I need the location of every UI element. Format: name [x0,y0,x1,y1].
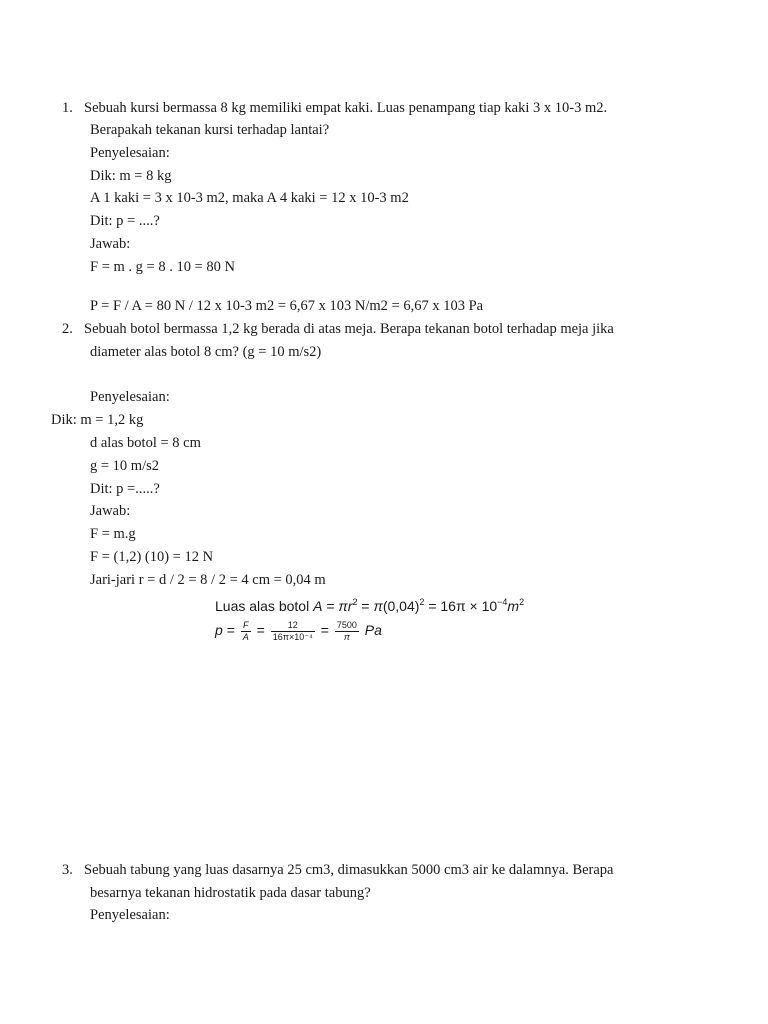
q1-question-line-1: Sebuah kursi bermassa 8 kg memiliki empat kaki. Luas penampang tiap kaki 3 x 10-3 m2. [84,100,608,116]
q1-number: 1. [62,100,73,116]
q2-known-diameter: d alas botol = 8 cm [90,435,201,451]
area-result: 16π × 10 [440,598,498,614]
q3-number: 3. [62,862,73,878]
area-r: r [347,598,353,614]
area-equation [215,593,524,615]
fraction-12-over-area-numerator: 12 [287,620,298,630]
q1-known-mass: Dik: m = 8 kg [90,168,172,184]
pressure-unit: Pa [364,622,382,639]
area-eq-1: = [326,598,335,614]
q2-solution-heading: Penyelesaian: [90,389,170,405]
q1-solution-heading: Penyelesaian: [90,145,170,161]
q2-known-mass: Dik: m = 1,2 kg [51,412,144,428]
q2-force-calc: F = (1,2) (10) = 12 N [90,549,214,565]
area-eq-3: = [428,598,437,614]
q1-pressure-calc: P = F / A = 80 N / 12 x 10-3 m2 = 6,67 x 103 N/m2 = 6,67 x 103 Pa [90,298,484,314]
area-pi-2: π [373,598,383,614]
fraction-7500-over-pi-numerator: 7500 [336,620,357,630]
q2-number: 2. [62,321,73,337]
fraction-f-over-a-numerator: F [243,620,249,630]
area-result-exponent: −4 [497,597,508,607]
area-pi: π [338,598,348,614]
pressure-symbol: p [215,622,223,639]
q2-question-line-1: Sebuah botol bermassa 1,2 kg berada di atas meja. Berapa tekanan botol terhadap meja jika [84,321,614,337]
q2-radius-calc: Jari-jari r = d / 2 = 8 / 2 = 4 cm = 0,04 m [90,572,326,588]
q3-question-line-2: besarnya tekanan hidrostatik pada dasar tabung? [90,885,371,901]
q1-known-area: A 1 kaki = 3 x 10-3 m2, maka A 4 kaki = 12 x 10-3 m2 [90,190,409,206]
q2-force-formula: F = m.g [90,526,136,542]
pressure-eq-3: = [320,622,329,639]
area-r-exponent: 2 [352,597,358,607]
fraction-f-over-a-denominator: A [242,632,249,642]
area-symbol: A [313,598,323,614]
q3-solution-heading: Penyelesaian: [90,907,170,923]
q2-question-line-2: diameter alas botol 8 cm? (g = 10 m/s2) [90,344,322,360]
fraction-f-over-a [241,620,251,643]
area-unit: m [507,598,520,614]
q2-answer-heading: Jawab: [90,503,131,519]
area-label: Luas alas botol [215,598,310,614]
area-radius-value: (0,04) [382,598,420,614]
fraction-12-over-area-denominator: 16π×10⁻⁴ [272,632,313,642]
fraction-7500-over-pi-denominator: π [335,631,359,643]
q2-asked: Dit: p =.....? [90,481,160,497]
area-radius-exponent: 2 [419,597,425,607]
q1-asked: Dit: p = ....? [90,213,160,229]
q2-known-gravity: g = 10 m/s2 [90,458,160,474]
fraction-12-over-area [271,620,315,643]
area-eq-2: = [361,598,370,614]
area-unit-exponent: 2 [519,597,525,607]
q1-question-line-2: Berapakah tekanan kursi terhadap lantai? [90,122,330,138]
pressure-eq-1: = [226,622,235,639]
q1-answer-heading: Jawab: [90,236,131,252]
fraction-7500-over-pi [335,620,359,643]
q1-force-calc: F = m . g = 8 . 10 = 80 N [90,259,235,275]
q3-question-line-1: Sebuah tabung yang luas dasarnya 25 cm3, dimasukkan 5000 cm3 air ke dalamnya. Berapa [84,862,614,878]
pressure-eq-2: = [256,622,265,639]
pressure-equation [215,620,382,643]
